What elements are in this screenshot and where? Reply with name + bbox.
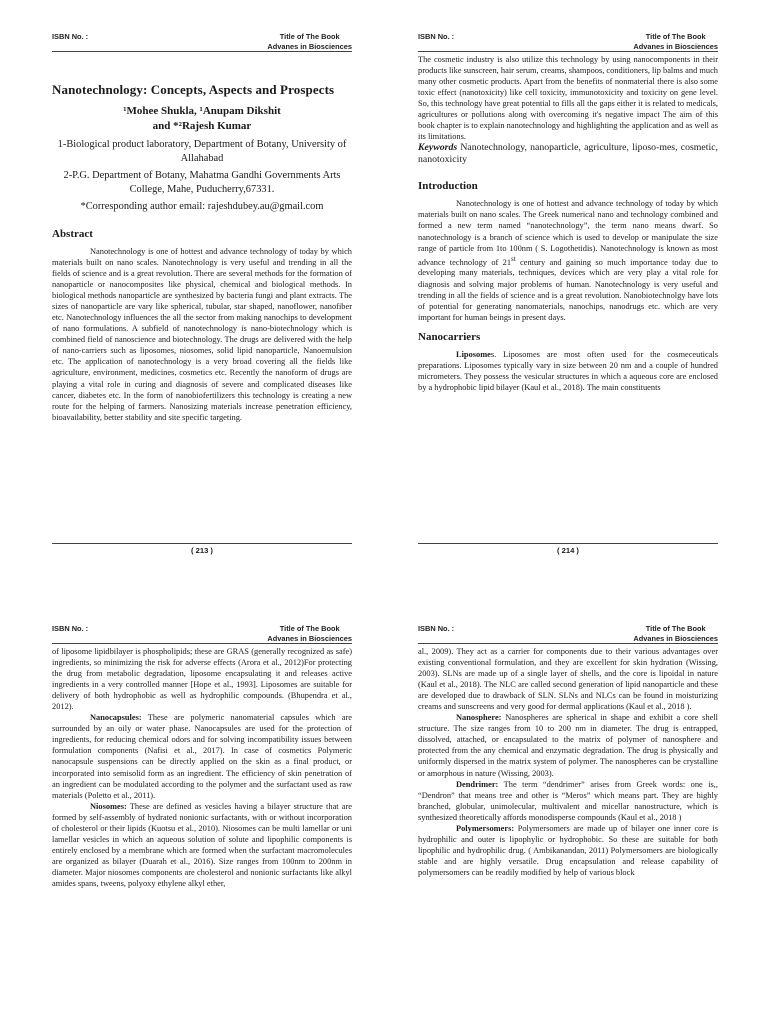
corresponding-author: *Corresponding author email: rajeshdubey.au@gmail.com [80, 201, 324, 213]
nanosphere-text: Nanospheres are spherical in shape and exhibit a core shell structure. The size ranges from 10 to 200 nm in diameter. The drug is entrapped, dissolved, attached, or encapsulated to the matrix of polymer of nanosphere and protected from the any chemical and enzymatic degradation. The drug is physically and uniformly dispersed in the matrix system of polymer. The nanospheres can be crystalline or amorphous in nature (Wissing, 2003). [418, 713, 718, 778]
polymersomers-term: Polymersomers: [456, 823, 515, 833]
book-title: Title of The Book [645, 32, 706, 41]
liposome-text: s. Liposomes are most often used for the cosmeceuticals preparations. Liposomes typically vary in size between 20 nm and a couple of hundred micrometers. They possess the vesicular structures in which a aqueous core are enclosed by a hydrophobic lipid bilayer (Kaul et al., 2018). The main constituents [418, 349, 718, 392]
page-number: ( 214 ) [418, 543, 718, 560]
affiliation-1: 1-Biological product laboratory, Department of Botany, University of Allahabad [57, 139, 347, 164]
running-header [52, 622, 352, 644]
header-rule [52, 51, 352, 52]
authors-line-2: and *²Rajesh Kumar [152, 120, 252, 132]
dendrimer-term: Dendrimer: [456, 779, 499, 789]
keywords-label: Keywords [418, 142, 458, 154]
polymersomers-text: Polymersomers are made up of bilayer one inner core is hydrophilic and outer is lipophylic or hydrophobic. So these are suitable for both lipophilic and hydrophilic drug. ( Ambikanandan, 2011) Polymersomers are biologically stable and are highly versatile. Drug encapsulation and release capability of polymersomers can be readily modified by help of various block [418, 823, 718, 877]
abstract-heading: Abstract [52, 227, 93, 240]
book-title: Title of The Book [279, 624, 340, 633]
keywords-text: Nanotechnology, nanoparticle, agriculture, liposo-mes, cosmetic, nanotoxicity [418, 142, 718, 166]
niosomes-term: Niosomes: [90, 801, 127, 811]
page-214 [418, 30, 718, 560]
intro-superscript: st [511, 254, 516, 263]
sln-paragraph: al., 2009). They act as a carrier for components due to their various advantages over existing conventional formulation, and they are excellent for skin hydration (Wissing, 2003). SLNs are made up of a single layer of shells, and the core is lipoidal in nature (Kaul et al., 2018). The NLC are called second generation of lipid nanoparticle and these are developed due to drawback of SLN. SLNs and NLCs can be found in moisturizing creams and sunscreens and very good for dermal applications (Kaul et al., 2018 ). [418, 647, 718, 712]
niosomes-text: These are defined as vesicles having a bilayer structure that are formed by self-assembly of hydrated nonionic surfactants, with or without incorporation of cholesterol or their lipids (Kuotsu et al., 2010). Niosomes can be multi lamellar or uni lamellar vesicles in which an aqueous solution of solute and lipophilic components is entirely enclosed by a membrane which are formed when the surfactant macromolecules are organized as bilayer (Duarah et al., 2016). Size ranges from 100nm to 200nm in diameter. Major niosomes components are cholesterol and nonionic surfactants like alkyl amides spans, tweens, polyoxy ethylene alkyl ether, [52, 801, 352, 888]
book-subtitle: Advanes in Biosciences [633, 634, 718, 643]
liposomes-paragraph [418, 349, 718, 393]
intro-text-part-2: century and gaining so much importance today due to developing many materials, techniques, devices which are very play a vital role for diagnosis and solving major problems of human. Nanotechnology is very useful and trending in all the fields of science and is a great revolution. Nanobiotechnolgy have lots of potential for generating nanomaterials, nanochips, nanodrugs etc. which are very important for human beings in present days. [418, 257, 718, 322]
affiliation-2: 2-P.G. Department of Botany, Mahatma Gandhi Governments Arts College, Mahe, Puducherry,67331. [63, 170, 341, 195]
running-header [52, 30, 352, 52]
page-213 [52, 30, 352, 560]
dendrimer-paragraph [418, 779, 718, 823]
header-rule [52, 643, 352, 644]
abstract-text: Nanotechnology is one of hottest and advance technology of today by which materials built on nano scales. Nanotechnology is very useful and trending in all the fields of science and is a great revolution. There are several methods for the formation of nanoparticle or nanocomposites like physical, chemical and biological methods. In biological methods nanoparticle are synthesized by bacteria fungi and plant extracts. The sizes of nanoparticle are vary like spherical, tubular, star shaped, nanoflower, nanofiber etc. Nanotechnology influences the all the sector from making nanochips to development of nano formulations. A subfield of nanotechnology is nano-biotechnology which is combined field of nanoscience and biotechnology. The drugs are delivered with the help of nano-carriers such as liposomes, niosomes, solid lipid nanoparticle, Nanoemulsion etc. The application of nanotechnology is a very broad covering all the fields like agriculture, environment, medicines, cosmetics etc. Recently the nanoform of drugs are playing a vital role in curing and diagnosis of severe and complicated diseases like cancer, diabetes etc. In the form of nanobiofertilizers this technology is creating a new route for the helping of farmers. Nanosizing materials increase penetration efficiency, bioavailability, better stability and site specific targeting. [52, 246, 352, 422]
isbn-label: ISBN No. : [418, 624, 455, 633]
isbn-label: ISBN No. : [418, 32, 455, 41]
book-subtitle: Advanes in Biosciences [267, 42, 352, 51]
polymersomers-paragraph [418, 823, 718, 878]
page-215 [52, 622, 352, 1024]
authors [52, 104, 352, 134]
chapter-title: Nanotechnology: Concepts, Aspects and Prospects [52, 82, 335, 97]
book-title: Title of The Book [645, 624, 706, 633]
nanocapsules-paragraph [52, 712, 352, 800]
page-number: ( 213 ) [52, 543, 352, 560]
nanosphere-term: Nanosphere: [456, 713, 502, 723]
liposome-term: Liposome [456, 349, 491, 359]
book-subtitle: Advanes in Biosciences [267, 634, 352, 643]
keywords [418, 142, 718, 166]
nanocapsules-text: These are polymeric nanomaterial capsules which are surrounded by an oily or water phase. Nanocapsules are used for the protection of ingredients, for reducing chemical odors and for solving incompatibility issues between formulation components (Nafisi et al., 2017). In case of cosmetics Polymeric nanocapsule suspensions can be directly applied on the skin as a final product, or incorporated into semisolid form as an ingredient. The efficiency of skin penetration of an ingredient can be modulated according to the polymer and the surfactant used as raw materials (Poletto et al., 2011). [52, 713, 352, 800]
nanocapsules-term: Nanocapsules: [90, 713, 142, 723]
niosomes-paragraph [52, 801, 352, 889]
header-rule [418, 51, 718, 52]
book-title: Title of The Book [279, 32, 340, 41]
nanocarriers-heading: Nanocarriers [418, 330, 481, 343]
introduction-heading: Introduction [418, 180, 478, 193]
page-216 [418, 622, 718, 1024]
isbn-label: ISBN No. : [52, 32, 89, 41]
header-rule [418, 643, 718, 644]
cosmetic-paragraph: The cosmetic industry is also utilize this technology by using nanocomponents in their products like sunscreen, hair serum, creams, shampoos, conditioners, lip balms and much many other cosmetic products. Apart from the benefits of nonmaterial there is also some toxic effect (nanotoxicity) like cell toxicity, immunotoxicity and toxicity on gene level. So, this technology have great potential to fills all the gaps either it is related to medicals, agricultures or pollutions along with overcoming it's negative impact The aim of this book chapter is to explain nanotechnology and highlighting the application and as well as its limitations. [418, 55, 718, 142]
book-subtitle: Advanes in Biosciences [633, 42, 718, 51]
isbn-label: ISBN No. : [52, 624, 89, 633]
liposome-continued-paragraph: of liposome lipidbilayer is phospholipids; these are GRAS (generally recognized as safe) ingredients, so minimizing the risk for adverse effects (Arora et al., 2012)For protecting the drug from metabolic degradation, liposome encapsulating it and releases active ingredients in a very controlled manner [Hope et al., 1993]. Liposomes are suitable for delivery of both hydrophobic as well as hydrophilic compounds. (Bhupendra et al., 2012). [52, 647, 352, 712]
nanosphere-paragraph [418, 712, 718, 778]
introduction-text [418, 198, 718, 322]
running-header [418, 30, 718, 52]
dendrimer-text: The term “dendrimer” arises from Greek words: one is,, “Dendron” that means tree and other is “Meros” which means part. They are highly branched, globular, unimolecular, multivalent and micellar nanostructure, which is synthesized theoretically affords monodisperse compounds (Kaul et al., 2018 ) [418, 779, 718, 822]
running-header [418, 622, 718, 644]
intro-text-part-1: Nanotechnology is one of hottest and advance technology of today by which materials built on nano scales. The Greek numerical nano and technology combined and formed a new term named “nanotechnology”, the term nano means dwarf. So nanotechnology is a branch of science which is used to develop or manipulate the size range of particle from 1to 100nm ( S. Logothetidis). Nanotechnology is known as most advance technology of 21 [418, 199, 718, 267]
authors-line-1: ¹Mohee Shukla, ¹Anupam Dikshit [123, 105, 281, 117]
